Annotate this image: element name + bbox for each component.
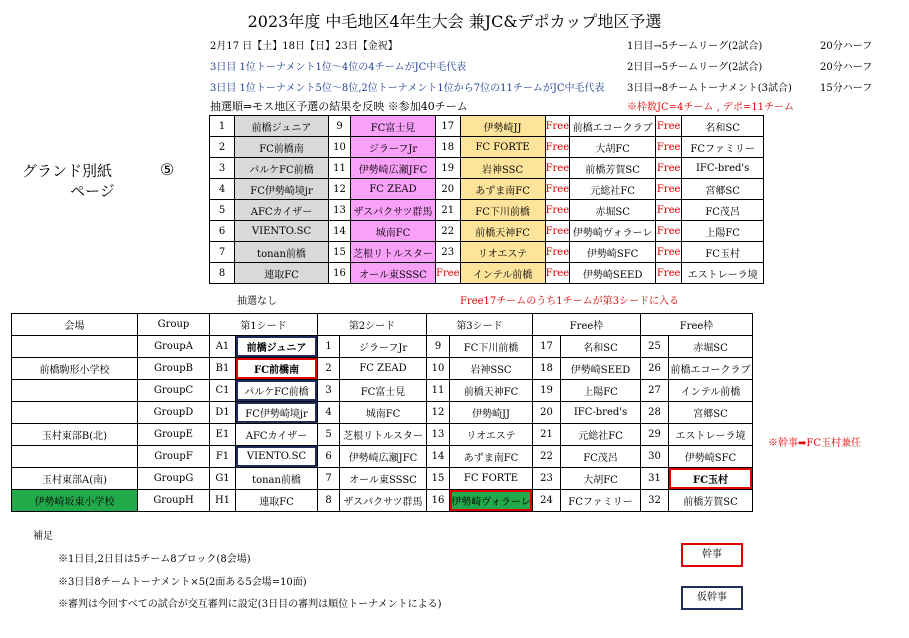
draw-number-cell: 3 (210, 158, 235, 179)
draw-number-cell: 17 (436, 116, 461, 137)
draw-number-cell: 13 (329, 200, 351, 221)
free1-number: 21 (533, 424, 561, 446)
seed1-number: E1 (210, 424, 236, 446)
seed1-team: FC伊勢崎境jr (236, 402, 318, 424)
draw-team-cell: あずま南FC (460, 179, 545, 200)
draw-team-cell: tonan前橋 (235, 242, 329, 263)
draw-number-cell: 18 (436, 137, 461, 158)
draw-number-cell: 22 (436, 221, 461, 242)
draw-number-cell: Free (656, 137, 682, 158)
seed2-team: ザスパクサツ群馬 (340, 490, 427, 512)
draw-number-cell: 16 (329, 263, 351, 284)
draw-number-cell: 20 (436, 179, 461, 200)
seed2-team: 伊勢崎広瀬JFC (340, 446, 427, 468)
group-row (12, 358, 753, 380)
draw-team-cell: オール東SSSC (351, 263, 436, 284)
group-cell: GroupC (138, 380, 210, 402)
group-cell: GroupH (138, 490, 210, 512)
draw-team-cell: 赤堀SC (570, 200, 656, 221)
seed1-number: C1 (210, 380, 236, 402)
seed2-number: 3 (318, 380, 340, 402)
seed3-number: 16 (427, 490, 450, 512)
legend-kanji: 幹事 (681, 543, 743, 567)
draw-number-cell: 4 (210, 179, 235, 200)
free2-team: FC玉村 (669, 468, 753, 490)
draw-team-cell: 大胡FC (570, 137, 656, 158)
free1-team: 大胡FC (561, 468, 641, 490)
venue-cell (12, 402, 138, 424)
draw-team-cell: 伊勢崎SEED (570, 263, 656, 284)
seed3-team: あずま南FC (450, 446, 533, 468)
notes-heading: 補足 (33, 531, 53, 542)
side-title-1: グランド別紙 (22, 162, 113, 180)
draw-team-cell: リオエステ (460, 242, 545, 263)
format-day2-half: 20分ハーフ (820, 62, 873, 73)
draw-number-cell: Free (545, 158, 570, 179)
format-day3-half: 15分ハーフ (820, 83, 873, 94)
draw-number-cell: Free (656, 158, 682, 179)
free2-number: 25 (641, 336, 669, 358)
seed3-team: FC下川前橋 (450, 336, 533, 358)
draw-team-cell: インテル前橋 (460, 263, 545, 284)
seed3-number: 14 (427, 446, 450, 468)
draw-number-cell: 1 (210, 116, 235, 137)
free1-team: FCファミリー (561, 490, 641, 512)
draw-team-cell: パルケFC前橋 (235, 158, 329, 179)
draw-number-cell: Free (545, 179, 570, 200)
draw-team-cell: 前橋ジュニア (235, 116, 329, 137)
header-free1: Free枠 (533, 314, 641, 336)
group-cell: GroupA (138, 336, 210, 358)
draw-team-cell: FCファミリー (682, 137, 764, 158)
draw-note: 抽選順⇒モス地区予選の結果を反映 ※参加40チーム (210, 100, 468, 113)
header-seed3: 第3シード (427, 314, 533, 336)
draw-row (210, 158, 764, 179)
seed2-team: 城南FC (340, 402, 427, 424)
draw-number-cell: Free (545, 137, 570, 158)
draw-row (210, 200, 764, 221)
free1-number: 18 (533, 358, 561, 380)
group-cell: GroupB (138, 358, 210, 380)
free1-team: 元総社FC (561, 424, 641, 446)
seed1-number: H1 (210, 490, 236, 512)
draw-team-cell: FC玉村 (682, 242, 764, 263)
seed2-team: FC ZEAD (340, 358, 427, 380)
draw-team-cell: エストレーラ境 (682, 263, 764, 284)
draw-team-cell: FC茂呂 (682, 200, 764, 221)
group-row (12, 424, 753, 446)
seed2-team: 芝根リトルスター (340, 424, 427, 446)
seed2-number: 6 (318, 446, 340, 468)
seed2-number: 4 (318, 402, 340, 424)
free2-number: 26 (641, 358, 669, 380)
seed1-team: FC前橋南 (236, 358, 318, 380)
seed1-team: 連取FC (236, 490, 318, 512)
seed1-team: tonan前橋 (236, 468, 318, 490)
venue-cell: 玉村東部B(北) (12, 424, 138, 446)
seed1-team: パルケFC前橋 (236, 380, 318, 402)
draw-team-cell: 伊勢崎ヴォラーレ (570, 221, 656, 242)
seed3-number: 9 (427, 336, 450, 358)
draw-team-cell: IFC-bred's (682, 158, 764, 179)
note-3: ※審判は今回すべての試合が交互審判に設定(3日目の審判は順位トーナメントによる) (58, 599, 442, 610)
venue-cell (12, 336, 138, 358)
group-row (12, 380, 753, 402)
draw-team-cell: FC富士見 (351, 116, 436, 137)
day3-note-2: 3日目 1位トーナメント5位〜8位,2位トーナメント1位から7位の11チームがJC中毛代表 (210, 83, 605, 94)
seed2-team: ジラーフJr (340, 336, 427, 358)
free1-team: 伊勢崎SEED (561, 358, 641, 380)
seed1-number: F1 (210, 446, 236, 468)
header-venue: 会場 (12, 314, 138, 336)
free1-number: 24 (533, 490, 561, 512)
group-cell: GroupE (138, 424, 210, 446)
seed3-number: 11 (427, 380, 450, 402)
free2-team: インテル前橋 (669, 380, 753, 402)
seed2-number: 7 (318, 468, 340, 490)
draw-team-cell: 前橋芳賀SC (570, 158, 656, 179)
seed3-team: 前橋天神FC (450, 380, 533, 402)
draw-number-cell: 10 (329, 137, 351, 158)
draw-number-cell: 21 (436, 200, 461, 221)
group-table (11, 313, 753, 512)
draw-team-cell: 名和SC (682, 116, 764, 137)
draw-row (210, 263, 764, 284)
free1-team: 上陽FC (561, 380, 641, 402)
note-1: ※1日目,2日目は5チーム8ブロック(8会場) (58, 554, 251, 565)
free1-number: 22 (533, 446, 561, 468)
draw-team-cell: AFCカイザー (235, 200, 329, 221)
free2-team: 前橋エコークラブ (669, 358, 753, 380)
header-seed1: 第1シード (210, 314, 318, 336)
seed3-number: 12 (427, 402, 450, 424)
day3-note-1: 3日目 1位トーナメント1位〜4位の4チームがJC中毛代表 (210, 62, 467, 73)
draw-number-cell: 15 (329, 242, 351, 263)
draw-table (209, 115, 764, 284)
format-day3: 3日目→8チームトーナメント(3試合) (627, 83, 792, 94)
draw-team-cell: FC伊勢崎境jr (235, 179, 329, 200)
draw-number-cell: 6 (210, 221, 235, 242)
draw-number-cell: 12 (329, 179, 351, 200)
group-cell: GroupD (138, 402, 210, 424)
draw-team-cell: FC下川前橋 (460, 200, 545, 221)
quota-note: ※枠数JC=4チーム , デポ=11チーム (627, 102, 795, 113)
group-row (12, 446, 753, 468)
free1-team: 名和SC (561, 336, 641, 358)
seed3-team: 伊勢崎ヴォラーレ (450, 490, 533, 512)
free2-number: 31 (641, 468, 669, 490)
seed2-number: 2 (318, 358, 340, 380)
seed3-number: 10 (427, 358, 450, 380)
draw-team-cell: 元総社FC (570, 179, 656, 200)
draw-team-cell: FC ZEAD (351, 179, 436, 200)
schedule-dates: 2月17 日【土】18日【日】23日【金祝】 (210, 41, 398, 52)
note-2: ※3日目8チームトーナメント×5(2面ある5会場=10面) (58, 577, 307, 588)
format-day1: 1日目→5チームリーグ(2試合) (627, 41, 763, 52)
format-day2: 2日目→5チームリーグ(2試合) (627, 62, 763, 73)
draw-number-cell: Free (436, 263, 461, 284)
free2-team: エストレーラ境 (669, 424, 753, 446)
free1-number: 19 (533, 380, 561, 402)
draw-number-cell: 2 (210, 137, 235, 158)
venue-cell: 前橋駒形小学校 (12, 358, 138, 380)
free1-number: 20 (533, 402, 561, 424)
free1-team: IFC-bred's (561, 402, 641, 424)
free2-number: 28 (641, 402, 669, 424)
venue-cell: 玉村東部A(南) (12, 468, 138, 490)
draw-team-cell: 伊勢崎SFC (570, 242, 656, 263)
seed1-number: B1 (210, 358, 236, 380)
draw-row (210, 137, 764, 158)
draw-number-cell: Free (656, 221, 682, 242)
draw-team-cell: 伊勢崎JJ (460, 116, 545, 137)
seed3-number: 15 (427, 468, 450, 490)
draw-number-cell: 8 (210, 263, 235, 284)
kanji-note: ※幹事➡FC玉村兼任 (768, 438, 861, 449)
draw-team-cell: FC前橋南 (235, 137, 329, 158)
draw-number-cell: 9 (329, 116, 351, 137)
side-title-2: ページ (70, 182, 115, 200)
draw-number-cell: Free (656, 179, 682, 200)
seed2-team: FC富士見 (340, 380, 427, 402)
draw-number-cell: 5 (210, 200, 235, 221)
venue-cell (12, 380, 138, 402)
seed2-team: オール東SSSC (340, 468, 427, 490)
draw-team-cell: VIENTO.SC (235, 221, 329, 242)
seed3-number: 13 (427, 424, 450, 446)
seed3-team: 伊勢崎JJ (450, 402, 533, 424)
seed1-team: AFCカイザー (236, 424, 318, 446)
group-row (12, 490, 753, 512)
free2-number: 27 (641, 380, 669, 402)
draw-row (210, 179, 764, 200)
seed3-team: FC FORTE (450, 468, 533, 490)
draw-row (210, 221, 764, 242)
free2-team: 赤堀SC (669, 336, 753, 358)
no-draw-label: 抽選なし (237, 296, 277, 307)
draw-number-cell: 7 (210, 242, 235, 263)
free2-number: 29 (641, 424, 669, 446)
draw-number-cell: Free (545, 263, 570, 284)
seed1-team: VIENTO.SC (236, 446, 318, 468)
free2-team: 前橋芳賀SC (669, 490, 753, 512)
draw-number-cell: Free (545, 221, 570, 242)
draw-number-cell: Free (545, 242, 570, 263)
draw-team-cell: ザスパクサツ群馬 (351, 200, 436, 221)
draw-number-cell: Free (656, 263, 682, 284)
draw-team-cell: 前橋エコークラブ (570, 116, 656, 137)
draw-team-cell: 前橋天神FC (460, 221, 545, 242)
group-row (12, 468, 753, 490)
seed1-number: D1 (210, 402, 236, 424)
legend-kari-kanji: 仮幹事 (681, 586, 743, 610)
draw-number-cell: Free (545, 200, 570, 221)
circled-number: ⑤ (160, 160, 175, 179)
free1-number: 17 (533, 336, 561, 358)
seed2-number: 5 (318, 424, 340, 446)
seed3-team: 岩神SSC (450, 358, 533, 380)
free2-team: 伊勢崎SFC (669, 446, 753, 468)
draw-number-cell: 14 (329, 221, 351, 242)
draw-team-cell: 伊勢崎広瀬JFC (351, 158, 436, 179)
seed1-number: A1 (210, 336, 236, 358)
venue-cell (12, 446, 138, 468)
seed1-team: 前橋ジュニア (236, 336, 318, 358)
draw-number-cell: Free (656, 116, 682, 137)
format-day1-half: 20分ハーフ (820, 41, 873, 52)
draw-team-cell: 宮郷SC (682, 179, 764, 200)
group-row (12, 336, 753, 358)
draw-number-cell: Free (545, 116, 570, 137)
page-title: 2023年度 中毛地区4年生大会 兼JC&デポカップ地区予選 (247, 12, 662, 31)
draw-number-cell: Free (656, 242, 682, 263)
draw-number-cell: 19 (436, 158, 461, 179)
seed1-number: G1 (210, 468, 236, 490)
draw-number-cell: 11 (329, 158, 351, 179)
header-free2: Free枠 (641, 314, 753, 336)
venue-cell: 伊勢崎坂東小学校 (12, 490, 138, 512)
draw-team-cell: ジラーフJr (351, 137, 436, 158)
draw-row (210, 242, 764, 263)
header-group: Group (138, 314, 210, 336)
header-seed2: 第2シード (318, 314, 427, 336)
draw-team-cell: 連取FC (235, 263, 329, 284)
seed2-number: 8 (318, 490, 340, 512)
draw-number-cell: 23 (436, 242, 461, 263)
draw-number-cell: Free (656, 200, 682, 221)
draw-team-cell: 城南FC (351, 221, 436, 242)
draw-row (210, 116, 764, 137)
free2-number: 32 (641, 490, 669, 512)
group-row (12, 402, 753, 424)
free2-number: 30 (641, 446, 669, 468)
draw-team-cell: 上陽FC (682, 221, 764, 242)
free1-team: FC茂呂 (561, 446, 641, 468)
seed2-number: 1 (318, 336, 340, 358)
free1-number: 23 (533, 468, 561, 490)
seed3-team: リオエステ (450, 424, 533, 446)
draw-team-cell: 芝根リトルスター (351, 242, 436, 263)
draw-team-cell: 岩神SSC (460, 158, 545, 179)
draw-team-cell: FC FORTE (460, 137, 545, 158)
free-note: Free17チームのうち1チームが第3シードに入る (460, 296, 680, 307)
free2-team: 宮郷SC (669, 402, 753, 424)
group-cell: GroupF (138, 446, 210, 468)
group-cell: GroupG (138, 468, 210, 490)
